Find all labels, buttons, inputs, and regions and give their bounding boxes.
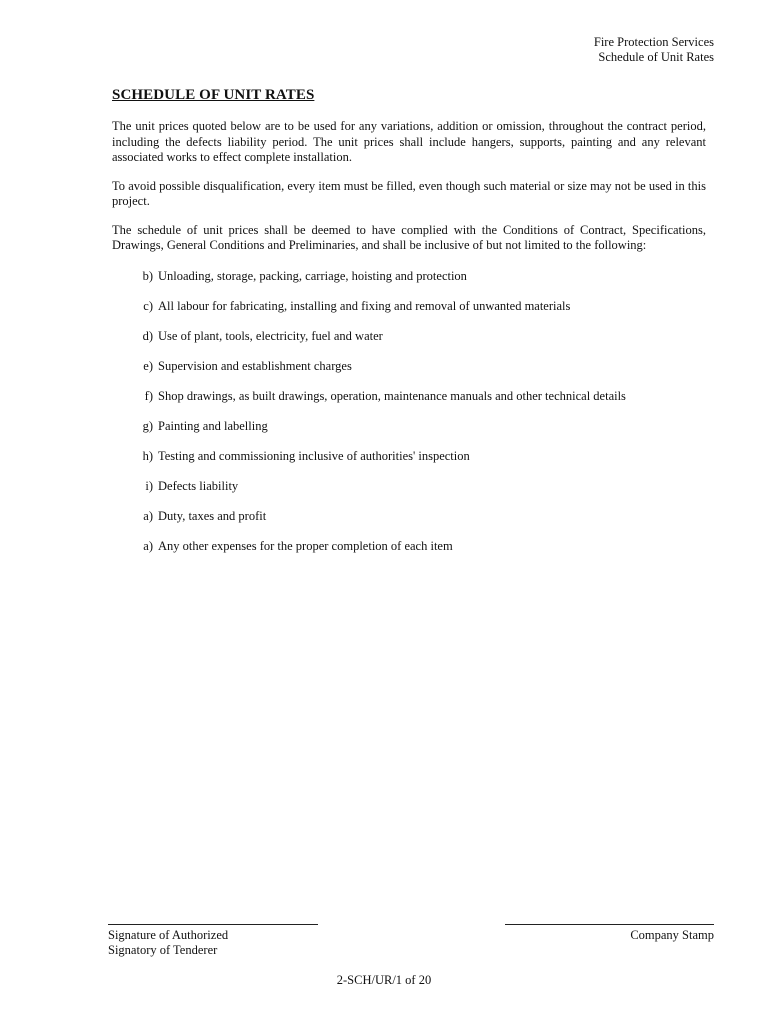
- list-item-text: Testing and commissioning inclusive of authorities' inspection: [158, 448, 470, 463]
- list-item-text: Use of plant, tools, electricity, fuel and water: [158, 328, 383, 343]
- list-item: [112, 329, 706, 359]
- list-item-text: Shop drawings, as built drawings, operation, maintenance manuals and other technical details: [158, 388, 626, 403]
- list-item: [112, 449, 706, 479]
- list-item: [112, 389, 706, 419]
- header-line-1: Fire Protection Services: [593, 35, 714, 49]
- document-header: [594, 35, 714, 65]
- list-item: [112, 419, 706, 449]
- header-line-2: Schedule of Unit Rates: [598, 50, 714, 64]
- page-title: SCHEDULE OF UNIT RATES: [112, 87, 315, 103]
- inclusions-list: [112, 269, 706, 569]
- list-item-text: Defects liability: [158, 478, 239, 493]
- list-item: [112, 299, 706, 329]
- document-body: [112, 119, 706, 569]
- list-marker: f): [144, 388, 153, 403]
- list-item-text: All labour for fabricating, installing and fixing and removal of unwanted materials: [158, 298, 571, 313]
- paragraph-1: The unit prices quoted below are to be used for any variations, addition or omission, throughout the contract period, including the defects liability period. The unit prices shall include hangers, supports, painting and any relevant associated works to effect complete installation.: [112, 119, 706, 164]
- list-item: [112, 269, 706, 299]
- paragraph-3: The schedule of unit prices shall be deemed to have complied with the Conditions of Contract, Specifications, Drawings, General Conditions and Preliminaries, and shall be inclusive of but not limited to the following:: [112, 222, 706, 252]
- list-marker: h): [142, 448, 153, 463]
- list-item-text: Supervision and establishment charges: [158, 358, 352, 373]
- list-marker: a): [143, 538, 153, 553]
- list-item-text: Unloading, storage, packing, carriage, hoisting and protection: [158, 268, 467, 283]
- list-marker: c): [143, 298, 153, 313]
- list-item-text: Duty, taxes and profit: [158, 508, 267, 523]
- list-marker: g): [142, 418, 153, 433]
- list-marker: d): [142, 328, 153, 343]
- list-item-text: Painting and labelling: [158, 418, 268, 433]
- list-item: [112, 509, 706, 539]
- paragraph-2: To avoid possible disqualification, every item must be filled, even though such material or size may not be used in this project.: [112, 178, 706, 208]
- signature-label-line-2: Signatory of Tenderer: [108, 943, 218, 957]
- signature-label-line-1: Signature of Authorized: [108, 928, 229, 942]
- signature-line: [108, 924, 318, 925]
- list-marker: a): [143, 508, 153, 523]
- signature-label: [108, 928, 228, 958]
- list-item-text: Any other expenses for the proper completion of each item: [158, 538, 453, 553]
- list-marker: e): [143, 358, 153, 373]
- list-item: [112, 479, 706, 509]
- list-marker: b): [142, 268, 153, 283]
- list-item: [112, 359, 706, 389]
- company-stamp-line: [505, 924, 714, 925]
- list-item: [112, 539, 706, 569]
- company-stamp-label: Company Stamp: [630, 928, 714, 942]
- page-number: 2-SCH/UR/1 of 20: [336, 973, 432, 987]
- list-marker: i): [145, 478, 153, 493]
